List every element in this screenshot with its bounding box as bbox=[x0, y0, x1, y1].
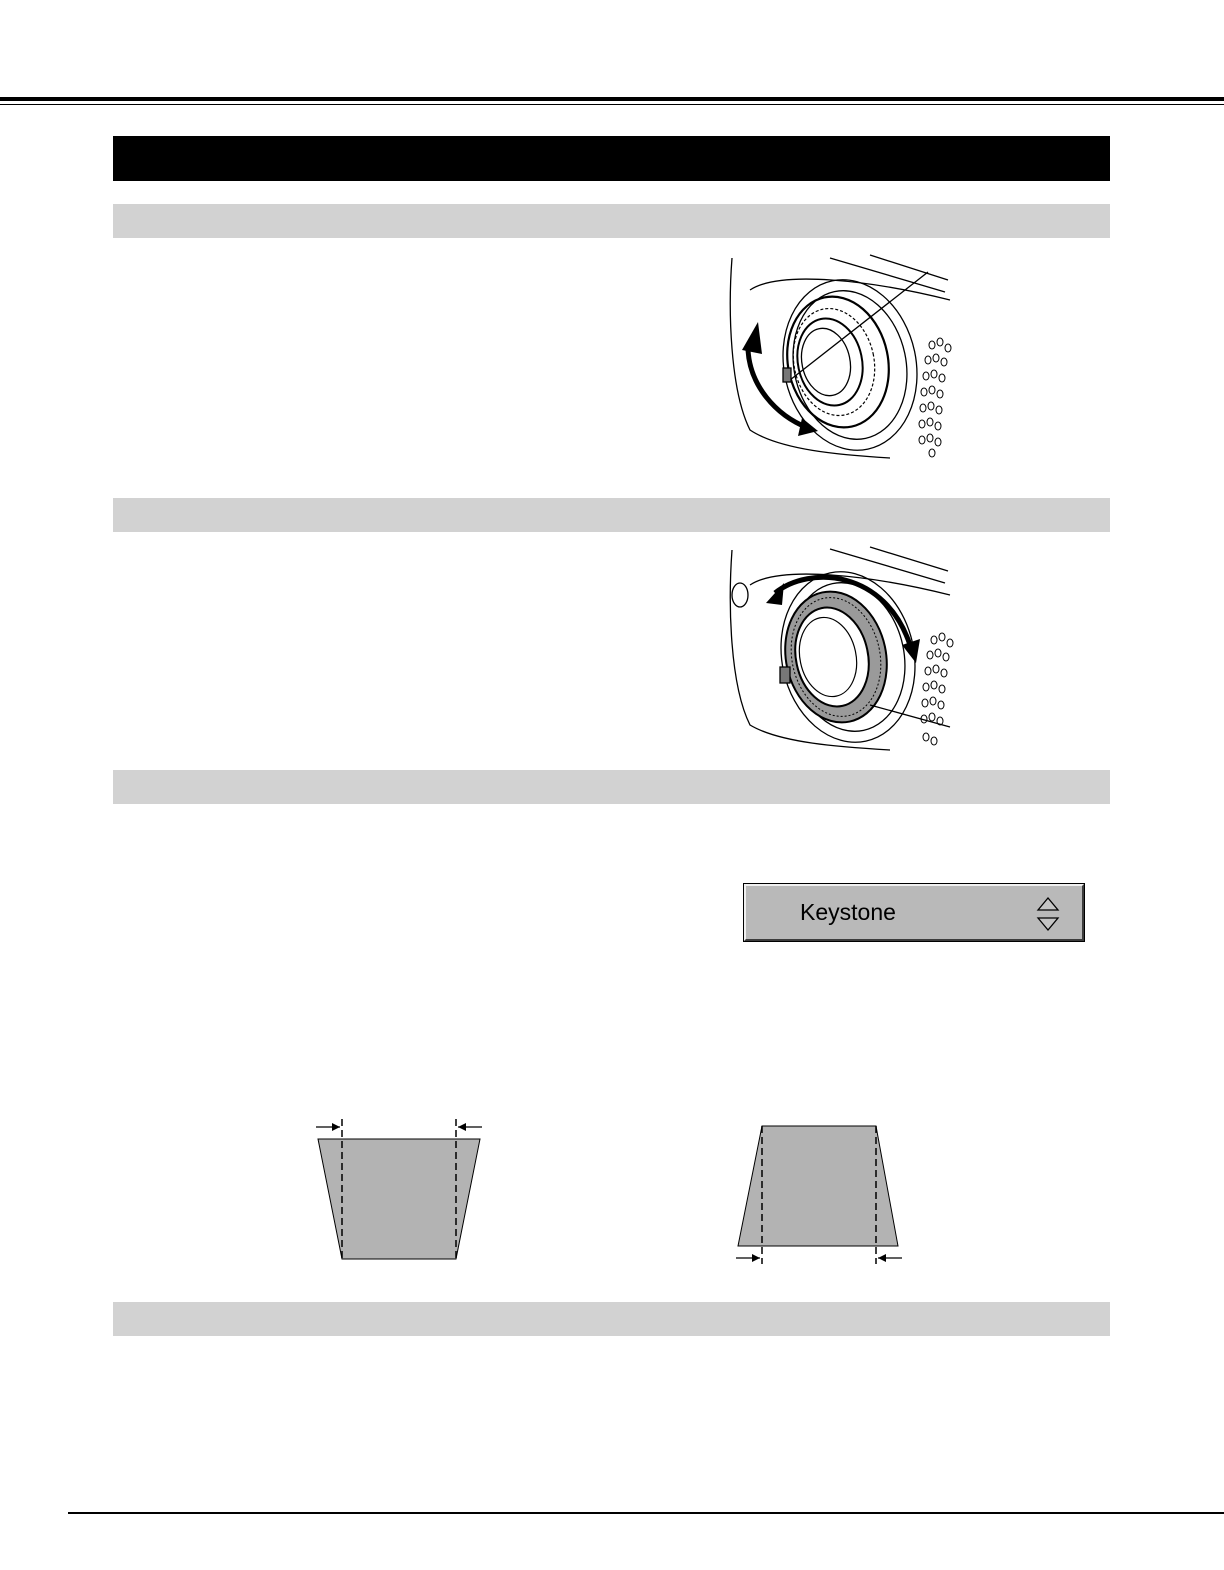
section-bar-3 bbox=[113, 770, 1110, 804]
keystone-label: Keystone bbox=[800, 899, 896, 925]
header-rule-thin bbox=[0, 104, 1224, 105]
section-bar-1 bbox=[113, 204, 1110, 238]
section-bar-4 bbox=[113, 1302, 1110, 1336]
keystone-trapezoid-top-narrow bbox=[730, 1118, 910, 1268]
footer-rule bbox=[68, 1512, 1224, 1514]
header-rule-thick bbox=[0, 97, 1224, 101]
section-bar-2 bbox=[113, 498, 1110, 532]
focus-ring-illustration bbox=[720, 545, 960, 755]
keystone-menu-item[interactable] bbox=[744, 884, 1084, 941]
page-title-bar bbox=[113, 136, 1110, 181]
zoom-lever-illustration bbox=[720, 250, 960, 465]
keystone-trapezoid-bottom-narrow bbox=[310, 1115, 490, 1265]
up-down-arrows-icon bbox=[1035, 894, 1061, 934]
